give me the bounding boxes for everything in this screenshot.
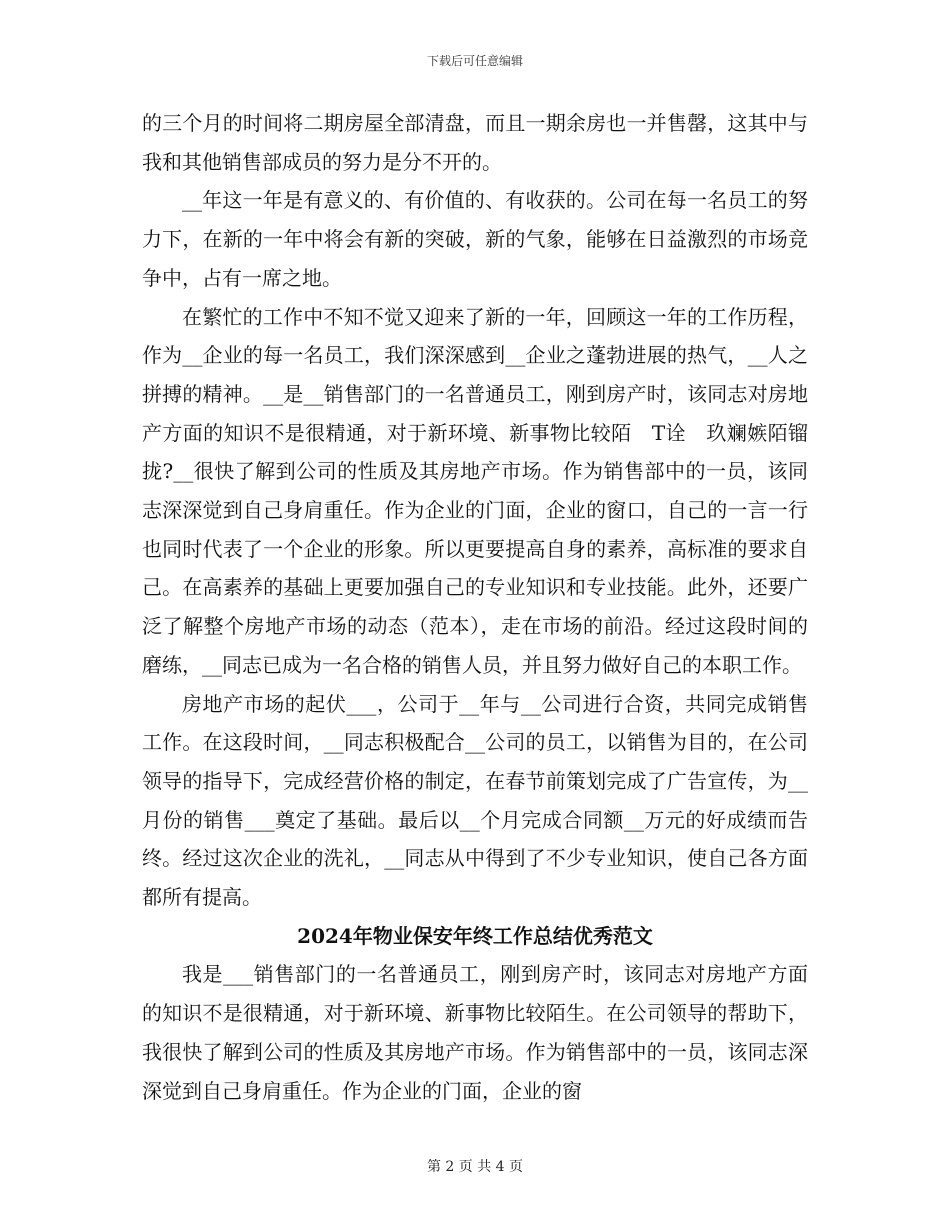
paragraph-continuation: 的三个月的时间将二期房屋全部清盘，而且一期余房也一并售罄，这其中与我和其他销售部成员的努力是分不开的。 [142, 111, 808, 174]
section-title: 2024年物业保安年终工作总结优秀范文 [297, 923, 653, 948]
paragraph-section-intro: 我是___销售部门的一名普通员工，刚到房产时，该同志对房地产方面的知识不是很精通，对于新环境、新事物比较陌生。在公司领导的帮助下，我很快了解到公司的性质及其房地产市场。作为销售部中的一员，该同志深深觉到自己身肩重任。作为企业的门面，企业的窗 [142, 962, 808, 1103]
document-body [142, 104, 828, 1110]
paragraph-market-cooperation: 房地产市场的起伏___，公司于__年与__公司进行合资，共同完成销售工作。在这段时间，__同志积极配合__公司的员工，以销售为目的，在公司领导的指导下，完成经营价格的制定，在春节前策划完成了广告宣传，为__月份的销售___奠定了基础。最后以__个月完成合同额__万元的好成绩而告终。经过这次企业的洗礼，__同志从中得到了不少专业知识，使自己各方面都所有提高。 [142, 691, 808, 910]
paragraph-year-summary: __年这一年是有意义的、有价值的、有收获的。公司在每一名员工的努力下，在新的一年中将会有新的突破，新的气象，能够在日益激烈的市场竞争中，占有一席之地。 [142, 188, 808, 290]
paragraph-work-history: 在繁忙的工作中不知不觉又迎来了新的一年，回顾这一年的工作历程，作为__企业的每一名员工，我们深深感到__企业之蓬勃进展的热气，__人之拼搏的精神。__是__销售部门的一名普通员工，刚到房产时，该同志对房地产方面的知识不是很精通，对于新环境、新事物比较陌 T诠 玖斓嫉陌镏 拢?__很快了解到公司的性质及其房地产市场。作为销售部中的一员，该同志深深觉到自己身肩重任。作为企业的门面，企业的窗口，自己的一言一行也同时代表了一个企业的形象。所以更要提高自身的素养，高标准的要求自己。在高素养的基础上更要加强自己的专业知识和专业技能。此外，还要广泛了解整个房地产市场的动态（范本），走在市场的前沿。经过这段时间的磨练，__同志已成为一名合格的销售人员，并且努力做好自己的本职工作。 [142, 304, 828, 677]
page-header: 下载后可任意编辑 [426, 54, 523, 68]
page-footer: 第 2 页 共 4 页 [426, 1159, 524, 1175]
